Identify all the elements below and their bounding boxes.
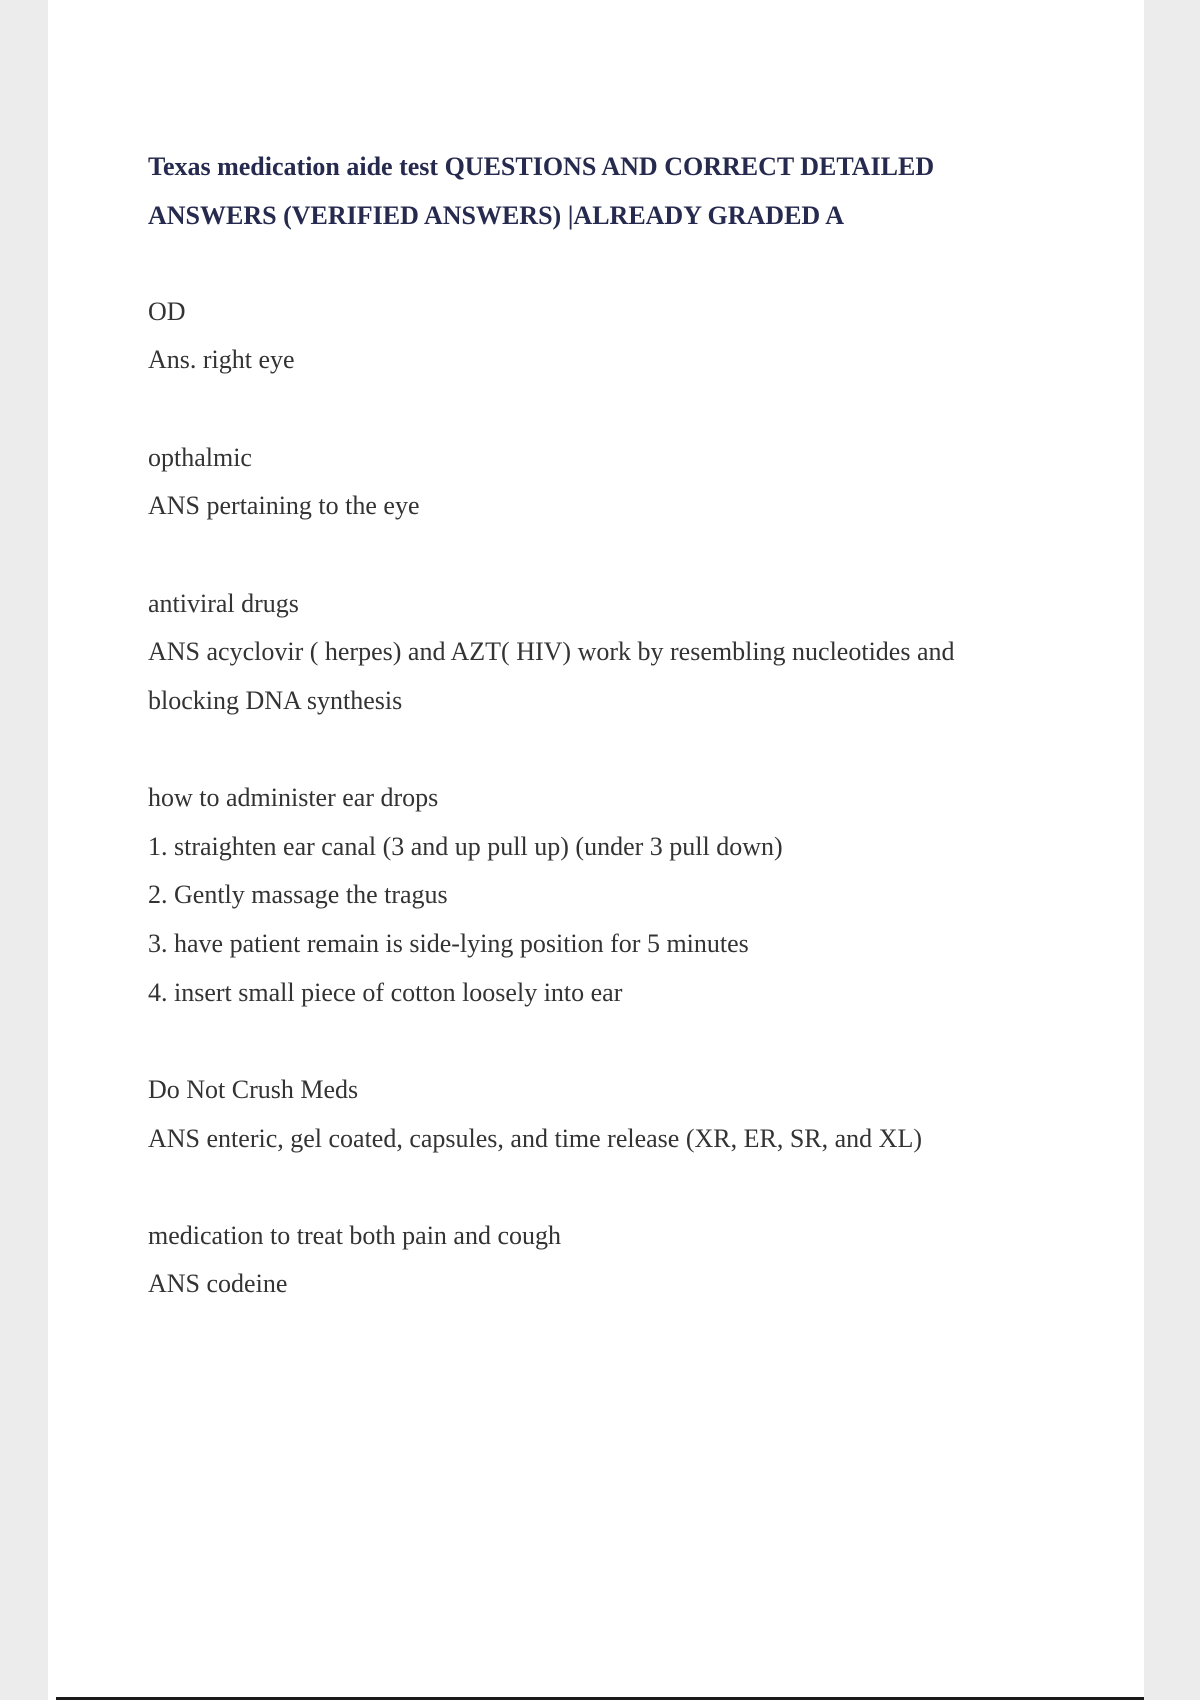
answer-line: blocking DNA synthesis [148,686,403,715]
title-line: ANSWERS (VERIFIED ANSWERS) |ALREADY GRADED A [148,201,845,230]
answer-line: ANS enteric, gel coated, capsules, and time release (XR, ER, SR, and XL) [148,1124,922,1153]
question-term: opthalmic [148,443,252,472]
title-line: Texas medication aide test QUESTIONS AND CORRECT DETAILED [148,152,935,181]
question-term: how to administer ear drops [148,783,439,812]
answer-line: ANS acyclovir ( herpes) and AZT( HIV) work by resembling nucleotides and [148,637,955,666]
answer-line: 1. straighten ear canal (3 and up pull up) (under 3 pull down) [148,832,783,861]
answer-line: Ans. right eye [148,345,295,374]
question-term: medication to treat both pain and cough [148,1221,561,1250]
answer-line: 3. have patient remain is side-lying position for 5 minutes [148,929,749,958]
question-term: antiviral drugs [148,589,299,618]
document-page [48,0,1144,1700]
question-term: Do Not Crush Meds [148,1075,359,1104]
answer-line: 4. insert small piece of cotton loosely into ear [148,978,623,1007]
answer-line: ANS codeine [148,1269,288,1298]
answer-line: 2. Gently massage the tragus [148,880,448,909]
document-title [148,142,1048,240]
question-term: OD [148,297,186,326]
answer-line: ANS pertaining to the eye [148,491,420,520]
